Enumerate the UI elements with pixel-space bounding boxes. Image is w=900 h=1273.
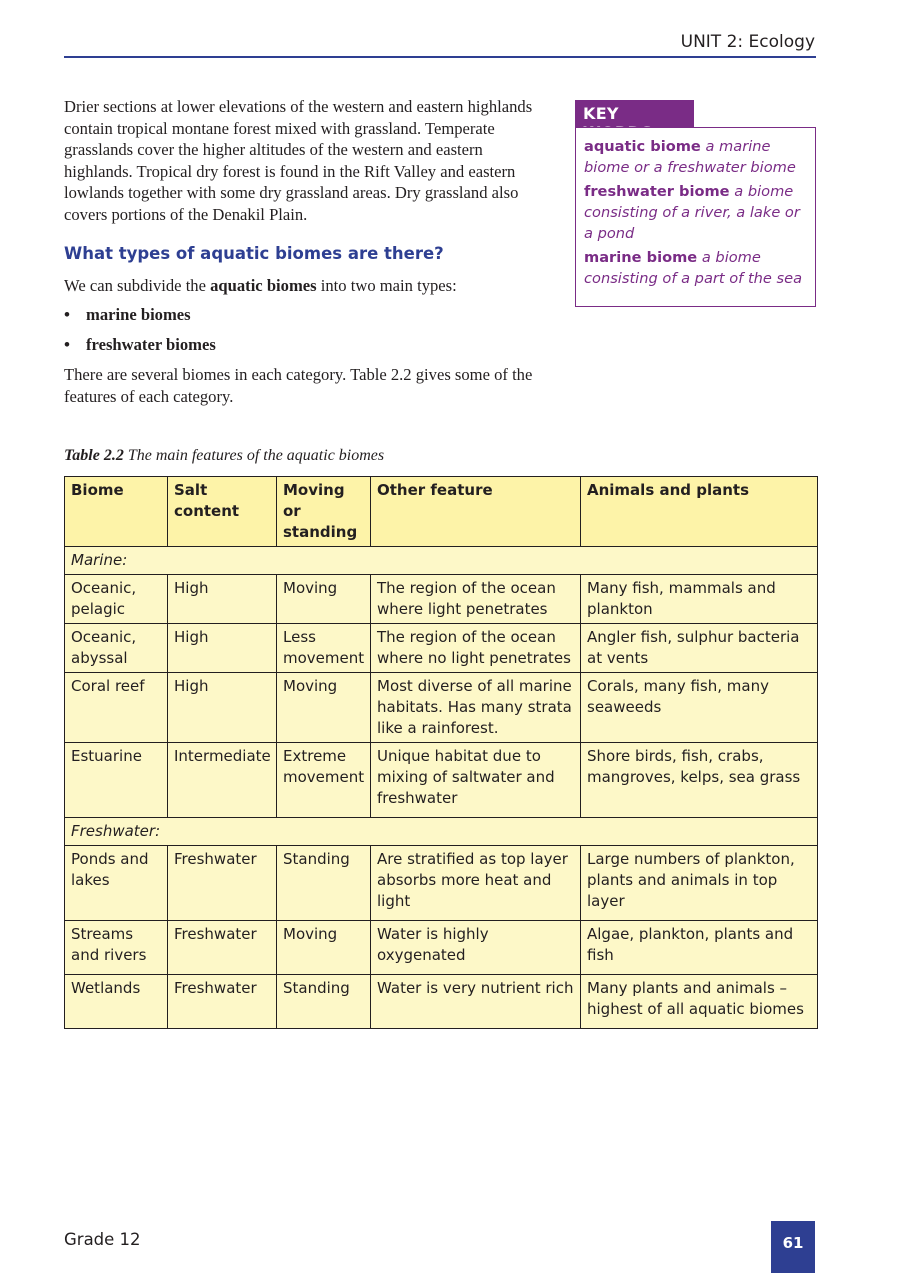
list-item-label: freshwater biomes [86, 335, 216, 354]
key-word-term: aquatic biome [584, 138, 701, 155]
table-cell: Water is highly oxygenated [371, 921, 581, 975]
table-cell: Moving [277, 921, 371, 975]
list-item [64, 304, 216, 334]
table-cell: Standing [277, 846, 371, 921]
subdivide-after: into two main types: [316, 276, 457, 295]
bullet-icon: • [64, 335, 70, 354]
table-cell: Freshwater [168, 921, 277, 975]
table-cell: High [168, 624, 277, 673]
aquatic-biomes-table [64, 476, 818, 1029]
header-rule [64, 56, 816, 58]
table-cell: Corals, many fish, many seaweeds [581, 673, 818, 743]
section-row-freshwater [65, 818, 818, 846]
table-cell: Are stratified as top layer absorbs more heat and light [371, 846, 581, 921]
table-cell: Unique habitat due to mixing of saltwater and freshwater [371, 743, 581, 818]
table-cell: Less movement [277, 624, 371, 673]
table-cell: Shore birds, fish, crabs, mangroves, kelps, sea grass [581, 743, 818, 818]
column-header-other-feature: Other feature [371, 477, 581, 547]
table-cell: Extreme movement [277, 743, 371, 818]
section-heading: What types of aquatic biomes are there? [64, 244, 444, 263]
key-word-entry [584, 181, 807, 244]
key-word-term: freshwater biome [584, 183, 730, 200]
table-caption [64, 447, 384, 465]
key-words-box [575, 127, 816, 307]
key-word-term: marine biome [584, 249, 698, 266]
features-paragraph: There are several biomes in each category. Table 2.2 gives some of the features of each category. [64, 365, 533, 406]
table-header-row [65, 477, 818, 547]
table-cell: Oceanic, pelagic [65, 575, 168, 624]
column-header-salt-content: Salt content [168, 477, 277, 547]
table-cell: Algae, plankton, plants and fish [581, 921, 818, 975]
bullet-icon: • [64, 305, 70, 324]
page-number: 61 [771, 1221, 815, 1273]
table-cell: Coral reef [65, 673, 168, 743]
column-header-biome: Biome [65, 477, 168, 547]
column-header-moving-or-standing: Moving or standing [277, 477, 371, 547]
table-row [65, 975, 818, 1029]
table-cell: Many plants and animals – highest of all aquatic biomes [581, 975, 818, 1029]
key-word-definition: a biome consisting of a river, a lake or a pond [584, 183, 800, 242]
key-word-entry [584, 247, 807, 289]
intro-paragraph: Drier sections at lower elevations of the western and eastern highlands contain tropical montane forest mixed with grassland. Temperate grasslands cover the higher altitudes of the western and eastern highlands. Tropical dry forest is found in the Rift Valley and eastern lowlands together with some dry grassland areas. Dry grassland also covers portions of the Denakil Plain. [64, 97, 533, 224]
table-row [65, 921, 818, 975]
table-cell: Many fish, mammals and plankton [581, 575, 818, 624]
key-word-definition: a biome consisting of a part of the sea [584, 249, 803, 287]
table-row [65, 673, 818, 743]
subdivide-paragraph [64, 275, 550, 297]
subdivide-bold: aquatic biomes [210, 276, 317, 295]
subdivide-before: We can subdivide the [64, 276, 211, 295]
table-cell: Moving [277, 673, 371, 743]
table-row [65, 575, 818, 624]
table-cell: Freshwater [168, 846, 277, 921]
section-row-marine [65, 547, 818, 575]
key-words-title: KEY WORDS [575, 100, 694, 128]
table-cell: Intermediate [168, 743, 277, 818]
table-cell: High [168, 673, 277, 743]
key-word-entry [584, 136, 807, 178]
table-cell: Most diverse of all marine habitats. Has many strata like a rainforest. [371, 673, 581, 743]
column-header-animals-and-plants: Animals and plants [581, 477, 818, 547]
table-cell: Oceanic, abyssal [65, 624, 168, 673]
table-row [65, 846, 818, 921]
table-cell: Wetlands [65, 975, 168, 1029]
table-caption-text: The main features of the aquatic biomes [127, 447, 385, 464]
table-cell: Freshwater [168, 975, 277, 1029]
table-row [65, 624, 818, 673]
key-word-definition: a marine biome or a freshwater biome [584, 138, 796, 176]
table-cell: Moving [277, 575, 371, 624]
table-row [65, 743, 818, 818]
table-cell: Ponds and lakes [65, 846, 168, 921]
unit-title: UNIT 2: Ecology [680, 32, 815, 52]
biome-type-list [64, 304, 216, 364]
table-cell: Large numbers of plankton, plants and animals in top layer [581, 846, 818, 921]
footer-grade: Grade 12 [64, 1230, 141, 1249]
table-cell: The region of the ocean where light penetrates [371, 575, 581, 624]
table-cell: Water is very nutrient rich [371, 975, 581, 1029]
list-item-label: marine biomes [86, 305, 191, 324]
section-label: Marine: [65, 547, 818, 575]
section-label: Freshwater: [65, 818, 818, 846]
table-cell: Standing [277, 975, 371, 1029]
table-caption-label: Table 2.2 [64, 447, 124, 464]
table-cell: High [168, 575, 277, 624]
table-cell: Estuarine [65, 743, 168, 818]
table-cell: Streams and rivers [65, 921, 168, 975]
list-item [64, 334, 216, 364]
table-cell: The region of the ocean where no light penetrates [371, 624, 581, 673]
table-cell: Angler fish, sulphur bacteria at vents [581, 624, 818, 673]
